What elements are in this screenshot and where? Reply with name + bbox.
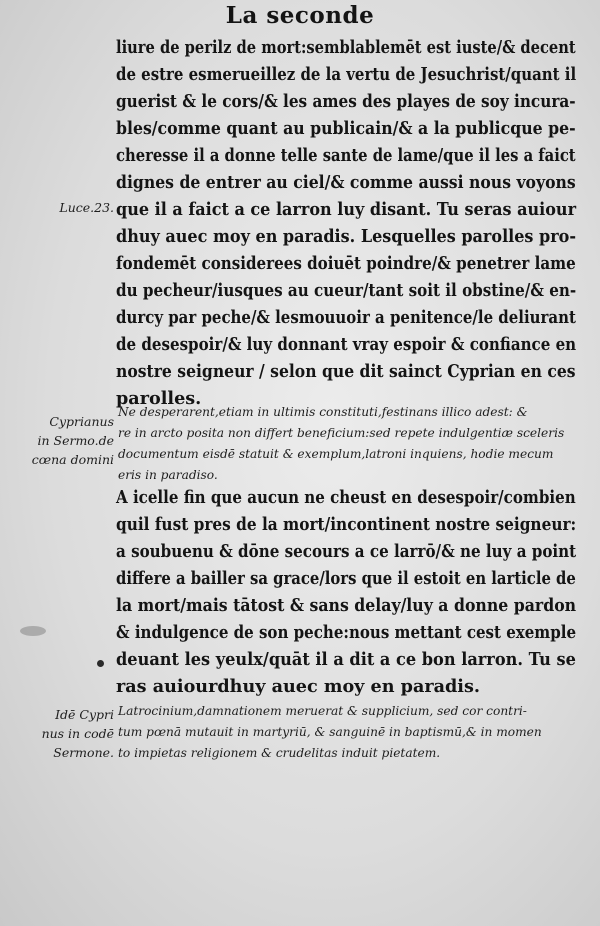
text-line: ras auiourdhuy auec moy en paradis. <box>116 676 481 697</box>
body-paragraph-1 <box>116 34 576 412</box>
text-line: fondemēt considerees doiuēt poindre/& penetrer lame <box>116 253 576 274</box>
text-line: cheresse il a donne telle sante de lame/que il les a faict <box>116 145 576 166</box>
latin-line: Latrocinium,damnationem meruerat & supplicium, sed cor contri- <box>118 704 527 718</box>
margin-note-cyprian-1 <box>22 412 114 469</box>
text-line: nostre seigneur / selon que dit sainct Cyprian en ces <box>116 361 576 382</box>
text-line: dignes de entrer au ciel/& comme aussi nous voyons <box>116 172 576 193</box>
text-line: durcy par peche/& lesmouuoir a penitence/le deliurant <box>116 307 576 328</box>
latin-line: eris in paradiso. <box>118 468 218 482</box>
text-line: quil fust pres de la mort/incontinent nostre seigneur: <box>116 514 577 535</box>
margin-note-line: Sermone. <box>53 745 114 760</box>
text-line: la mort/mais tātost & sans delay/luy a donne pardon <box>116 595 577 616</box>
latin-line: re in arcto posita non differt beneficium:sed repete indulgentiæ sceleris <box>118 426 565 440</box>
text-line: de desespoir/& luy donnant vray espoir & confiance en <box>116 334 577 355</box>
latin-quotation-2 <box>118 701 570 764</box>
latin-line: documentum eisdē statuit & exemplum,latroni inquiens, hodie mecum <box>118 447 554 461</box>
text-line: A icelle fin que aucun ne cheust en desespoir/combien <box>116 487 576 508</box>
text-line: differe a bailler sa grace/lors que il estoit en larticle de <box>116 568 576 589</box>
margin-note-luke <box>22 198 114 217</box>
margin-note-line: cœna domini <box>31 452 114 467</box>
margin-note-line: Idē Cypri <box>55 707 114 722</box>
latin-quotation-1 <box>118 402 570 486</box>
text-line: & indulgence de son peche:nous mettant cest exemple <box>116 622 577 643</box>
text-line: dhuy auec moy en paradis. Lesquelles parolles pro- <box>116 226 577 247</box>
latin-line: tum pœnā mutauit in martyriū, & sanguinē in baptismū,& in momen <box>118 725 542 739</box>
margin-note-line: Luce.23. <box>59 200 114 215</box>
running-head: La seconde <box>225 2 375 29</box>
body-paragraph-2 <box>116 484 576 700</box>
text-line: deuant les yeulx/quāt il a dit a ce bon larron. Tu se <box>116 649 576 670</box>
text-line: de estre esmerueillez de la vertu de Jesuchrist/quant il <box>116 64 577 85</box>
margin-note-cyprian-2 <box>22 705 114 762</box>
latin-line: Ne desperarent,etiam in ultimis constituti,festinans illico adest: & <box>118 405 528 419</box>
ink-dot <box>97 660 104 667</box>
text-line: que il a faict a ce larron luy disant. Tu seras auiour <box>116 199 577 220</box>
text-line: bles/comme quant au publicain/& a la publicque pe- <box>116 118 576 139</box>
margin-note-line: in Sermo.de <box>37 433 114 448</box>
margin-note-line: nus in codē <box>41 726 114 741</box>
text-line: du pecheur/iusques au cueur/tant soit il obstine/& en- <box>116 280 577 301</box>
latin-line: to impietas religionem & crudelitas induit pietatem. <box>118 746 441 760</box>
margin-note-line: Cyprianus <box>49 414 114 429</box>
text-line: parolles. <box>116 388 202 409</box>
ink-smudge <box>20 626 46 636</box>
text-line: liure de perilz de mort:semblablemēt est iuste/& decent <box>116 37 576 58</box>
text-line: guerist & le cors/& les ames des playes de soy incura- <box>116 91 576 112</box>
text-line: a soubuenu & dōne secours a ce larrō/& ne luy a point <box>116 541 577 562</box>
